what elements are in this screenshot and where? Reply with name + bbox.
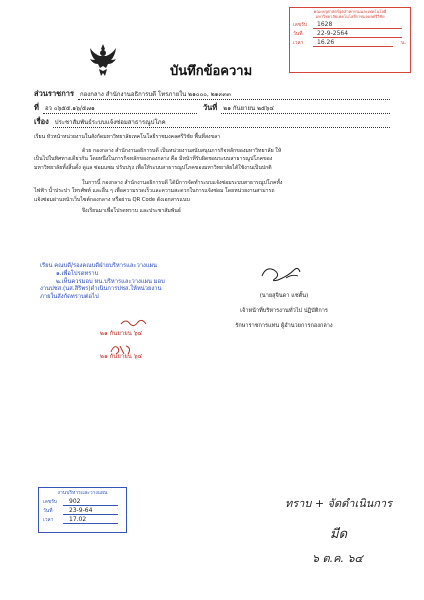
note-line-5: ภายในสังกัดทราบต่อไป xyxy=(40,294,99,301)
note-line-3: ๒.เห็นควรมอบ หน.บริหารและวางแผน มอบ xyxy=(56,278,165,285)
agency-label: ส่วนราชการ xyxy=(34,89,75,98)
memo-title: บันทึกข้อความ xyxy=(170,64,253,79)
paragraph-2 xyxy=(34,179,394,204)
date-value: ๒๑ กันยายน ๒๕๖๔ xyxy=(221,103,390,114)
plan-stamp-date-value: 23-9-64 xyxy=(63,507,118,515)
stamp-time-value: 16.26 xyxy=(313,39,393,47)
stamp-number-value: 1628 xyxy=(313,21,402,29)
paragraph-1-line3: มหาวิทยาลัยทั้งสิ้นดั้ง ดูแล ซ่อมแซม ปรับปรุง เพื่อให้ระบบสาธารณูปโภคของมหาวิทยาลัยได้ใช้งานเป็นปกติ xyxy=(34,164,272,171)
bottom-handwritten-note: ทราบ + จัดดำเนินการ xyxy=(285,497,392,510)
red-initials-icon xyxy=(118,315,148,329)
note-date-1: ๒๑ กันยายน ๖๔ xyxy=(100,330,143,337)
paragraph-1-line1: ด้วย กองกลาง สำนักงานอธิการบดี เป็นหน่วยงานสนับสนุนภารกิจหลักของมหาวิทยาลัย ให้ xyxy=(82,148,282,154)
signature-scribble-icon xyxy=(256,262,306,284)
subject-line xyxy=(34,116,390,128)
plan-stamp-date-row xyxy=(39,506,126,515)
handwritten-note xyxy=(40,263,240,302)
stamp-number-row xyxy=(290,20,410,29)
subject-label: เรื่อง xyxy=(34,117,49,126)
receive-stamp xyxy=(289,7,411,73)
stamp-time-label: เวลา xyxy=(293,39,304,46)
paragraph-1 xyxy=(34,147,394,172)
plan-stamp-time-value: 17.02 xyxy=(63,516,118,524)
plan-stamp-number-row xyxy=(39,497,126,506)
closing-line: จึงเรียนมาเพื่อโปรดทราบ และประชาสัมพันธ์ xyxy=(82,208,181,214)
note-date-2: ๒๑ กันยายน ๖๔ xyxy=(100,353,143,360)
paragraph-2-line2: ไฟฟ้า น้ำประปา โทรศัพท์ และอื่น ๆ เพื่อความรวดเร็วและความสะดวกในการแจ้งซ่อม โดยหน่วยงานสามารถ xyxy=(34,188,275,195)
stamp-date-value: 22-9-2564 xyxy=(313,30,402,38)
plan-stamp-number-label: เลขรับ xyxy=(43,499,58,505)
signer-position-2: รักษาราชการแทน ผู้อำนวยการกองกลาง xyxy=(235,323,333,329)
plan-stamp-title: งานบริหารและวางแผน xyxy=(57,490,108,496)
ref-label: ที่ xyxy=(34,103,39,112)
bottom-handwritten-date: ๖ ต.ค. ๖๔ xyxy=(312,552,363,565)
ref-date-line xyxy=(34,102,390,114)
stamp-org-line1: คณะครุศาสตร์อุตสาหกรรมและเทคโนโลยี xyxy=(313,9,387,14)
plan-stamp-time-label: เวลา xyxy=(43,517,54,523)
plan-stamp-date-label: วันที่ xyxy=(43,508,53,514)
stamp-time-unit: น. xyxy=(400,39,406,46)
paragraph-1-line2: เป็นไปในทิศทางเดียวกัน โดยหนึ่งในภารกิจหลักของกองกลาง คือ มีหน้าที่รับผิดชอบระบบสาธารณูปโภคของ xyxy=(34,156,273,163)
stamp-time-row xyxy=(290,38,410,47)
stamp-org-line2: มหาวิทยาลัยเทคโนโลยีราชมงคลศรีวิชัย xyxy=(315,14,385,19)
stamp-date-row xyxy=(290,29,410,38)
stamp-number-label: เลขรับ xyxy=(293,21,308,28)
plan-stamp-number-value: 902 xyxy=(63,498,118,506)
signer-name: (นายสุจินดา แช่ตั้น) xyxy=(259,293,309,299)
bottom-handwritten-initials: มีด xyxy=(330,527,348,542)
paragraph-2-line1: ในการนี้ กองกลาง สำนักงานอธิการบดี ได้มีการจัดทำระบบแจ้งซ่อมระบบสาธารณูปโภคทั้ง xyxy=(82,180,283,186)
garuda-emblem-icon xyxy=(88,42,118,78)
note-line-4: งานปชส.(นส.สิริพร)ดำเนินการปชส.ให้หน่วยงาน xyxy=(40,286,162,293)
subject-value: ประชาสัมพันธ์ระบบแจ้งซ่อมสาธารณูปโภค xyxy=(53,117,390,128)
agency-line xyxy=(34,88,390,100)
date-label: วันที่ xyxy=(202,103,218,112)
paragraph-2-line3: แจ้งซ่อมผ่านหน้าเว็บไซต์กองกลาง หรือผ่าน QR Code ดังเอกสารแนบ xyxy=(34,196,190,203)
ref-value: อว ๐๖๕๕.๑๖/๕๗๑ xyxy=(43,103,197,114)
stamp-date-label: วันที่ xyxy=(293,30,303,37)
salutation: เรียน หัวหน้าหน่วยงานในสังกัดมหาวิทยาลัยเทคโนโลยีราชมงคลศรีวิชัย พื้นที่สงขลา xyxy=(34,134,221,140)
stamp-org xyxy=(290,8,410,20)
signer-position-1: เจ้าหน้าที่บริหารงานทั่วไป ปฏิบัติการ xyxy=(240,308,328,314)
plan-stamp-time-row xyxy=(39,515,126,524)
plan-stamp xyxy=(38,487,127,533)
note-line-2: ๑.เพื่อโปรดทราบ xyxy=(56,270,99,277)
note-line-1: เรียน คณบดี/รองคณบดีฝ่ายบริหารและวางแผน xyxy=(40,263,157,269)
agency-value: กองกลาง สำนักงานอธิการบดี โทรภายใน ๒๑๐๐๐, ๒๑๓๓๓ xyxy=(78,89,390,100)
